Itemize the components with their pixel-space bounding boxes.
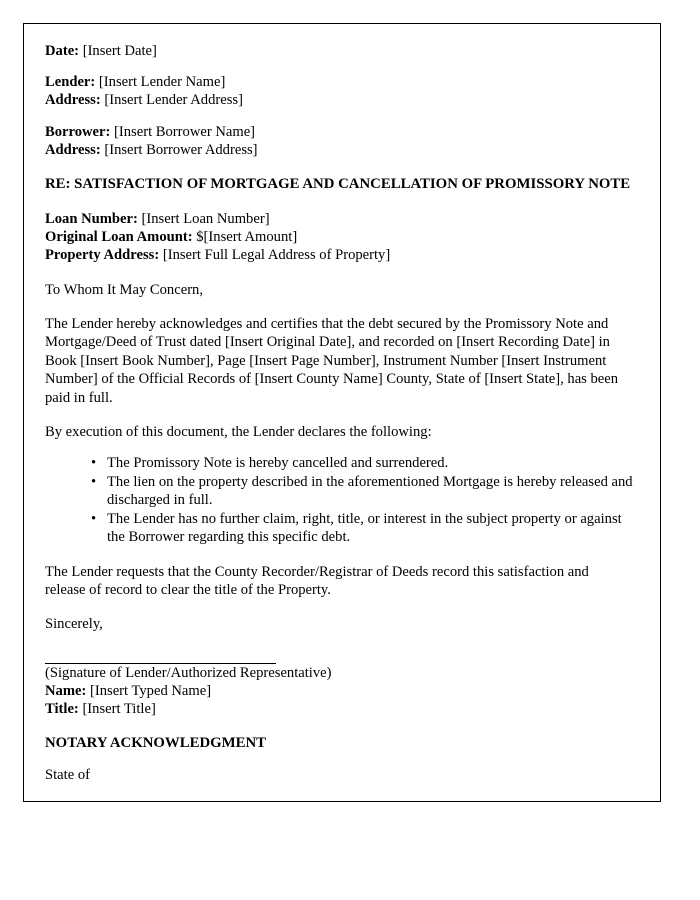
lender-address-label: Address: bbox=[45, 92, 101, 109]
list-item bbox=[91, 473, 640, 510]
date-field bbox=[45, 42, 640, 60]
date-value: [Insert Date] bbox=[82, 43, 157, 59]
bullet-icon: • bbox=[91, 473, 97, 490]
spacer bbox=[45, 441, 640, 454]
loan-number-row bbox=[45, 210, 640, 228]
original-loan-amount-value: $[Insert Amount] bbox=[196, 229, 298, 246]
borrower-label: Borrower: bbox=[45, 123, 111, 140]
original-loan-amount-row bbox=[45, 228, 640, 246]
lender-value: [Insert Lender Name] bbox=[98, 74, 226, 91]
spacer bbox=[45, 547, 640, 563]
signer-name-value: [Insert Typed Name] bbox=[90, 682, 212, 699]
notary-state-line: State of bbox=[45, 767, 90, 784]
loan-details-block bbox=[45, 210, 640, 265]
lender-label: Lender: bbox=[45, 74, 96, 91]
property-address-row bbox=[45, 246, 640, 264]
notary-acknowledgment-heading: NOTARY ACKNOWLEDGMENT bbox=[45, 735, 267, 752]
signer-name-label: Name: bbox=[45, 682, 87, 699]
signature-block bbox=[45, 664, 640, 719]
signer-name-row bbox=[45, 682, 640, 700]
signature-space bbox=[45, 634, 640, 663]
re-heading: RE: SATISFACTION OF MORTGAGE AND CANCELLATION OF PROMISSORY NOTE bbox=[45, 176, 631, 193]
borrower-value: [Insert Borrower Name] bbox=[114, 123, 256, 140]
lender-address-value: [Insert Lender Address] bbox=[104, 92, 243, 109]
spacer bbox=[45, 599, 640, 615]
property-address-value: [Insert Full Legal Address of Property] bbox=[162, 247, 391, 264]
loan-number-value: [Insert Loan Number] bbox=[141, 211, 270, 228]
property-address-label: Property Address: bbox=[45, 247, 160, 264]
recording-request-paragraph: The Lender requests that the County Recorder/Registrar of Deeds record this satisfaction and release of record to clear the title of the Property. bbox=[45, 563, 589, 598]
spacer bbox=[45, 194, 640, 210]
spacer bbox=[45, 159, 640, 175]
document-page bbox=[23, 23, 661, 802]
borrower-address-label: Address: bbox=[45, 141, 101, 158]
list-item-text: The Lender has no further claim, right, title, or interest in the subject property or against the Borrower regarding this specific debt. bbox=[107, 510, 622, 546]
list-item bbox=[91, 510, 640, 547]
declaration-list bbox=[45, 454, 640, 546]
declaration-intro: By execution of this document, the Lender declares the following: bbox=[45, 424, 432, 441]
list-item-text: The lien on the property described in the aforementioned Mortgage is hereby released and discharged in full. bbox=[107, 473, 633, 509]
spacer bbox=[45, 265, 640, 281]
list-item bbox=[91, 454, 640, 472]
lender-address-row bbox=[45, 91, 640, 109]
signature-caption: (Signature of Lender/Authorized Representative) bbox=[45, 664, 332, 681]
spacer bbox=[45, 60, 640, 73]
spacer bbox=[45, 110, 640, 123]
bullet-icon: • bbox=[91, 455, 97, 472]
signer-title-value: [Insert Title] bbox=[82, 701, 156, 718]
borrower-block bbox=[45, 123, 640, 159]
lender-name-row bbox=[45, 73, 640, 91]
closing-salutation: Sincerely, bbox=[45, 616, 103, 633]
signer-title-label: Title: bbox=[45, 701, 79, 718]
salutation: To Whom It May Concern, bbox=[45, 281, 203, 298]
spacer bbox=[45, 407, 640, 423]
borrower-address-row bbox=[45, 141, 640, 159]
borrower-name-row bbox=[45, 123, 640, 141]
spacer bbox=[45, 299, 640, 315]
list-item-text: The Promissory Note is hereby cancelled and surrendered. bbox=[107, 455, 449, 472]
body-paragraph: The Lender hereby acknowledges and certifies that the debt secured by the Promissory Note and Mortgage/Deed of Trust dated [Insert Original Date], and recorded on [Insert Recording Date] in Book [Insert Book Number], Page [Insert Page Number], Instrument Number [Insert Instrument Number] of the Official Records of [Insert County Name] County, State of [Insert State], has been paid in full. bbox=[45, 316, 619, 406]
spacer bbox=[45, 753, 640, 766]
spacer bbox=[45, 718, 640, 734]
document-body bbox=[24, 24, 660, 785]
date-label: Date: bbox=[45, 43, 80, 59]
lender-block bbox=[45, 73, 640, 109]
original-loan-amount-label: Original Loan Amount: bbox=[45, 229, 193, 246]
borrower-address-value: [Insert Borrower Address] bbox=[104, 141, 258, 158]
signer-title-row bbox=[45, 700, 640, 718]
loan-number-label: Loan Number: bbox=[45, 211, 138, 228]
bullet-icon: • bbox=[91, 510, 97, 527]
